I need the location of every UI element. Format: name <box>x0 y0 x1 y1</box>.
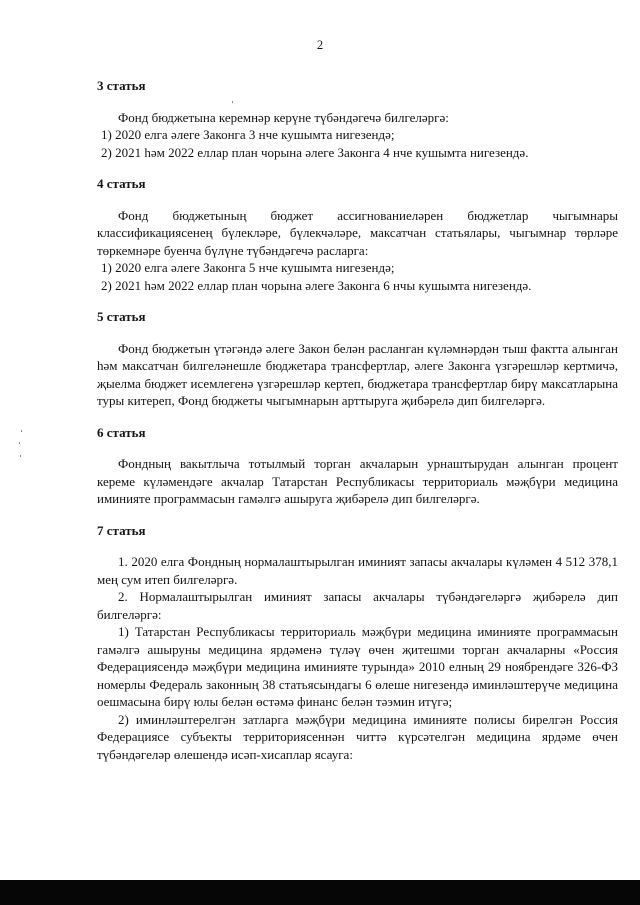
article-section <box>97 424 618 508</box>
scan-speck <box>232 101 233 103</box>
list-item: 1) 2020 елга әлеге Законга 3 нче кушымта нигезендә; <box>101 127 395 142</box>
document-body <box>97 77 618 763</box>
article-section <box>97 522 618 764</box>
article-heading: 3 статья <box>97 78 146 93</box>
article-heading: 4 статья <box>97 176 146 191</box>
section-gap <box>97 294 618 308</box>
list-item: 1) 2020 елга әлеге Законга 5 нче кушымта нигезендә; <box>101 260 395 275</box>
article-section <box>97 175 618 294</box>
paragraph: Фондның вакытлыча тотылмый торган акчаларын урнаштырудан алынган процент кереме күләмендәге акчалар Татарстан Республикасы территориаль мәҗбүри медицина иминияте программасын гамәлгә ашыруга җибәрелә дип билгеләргә. <box>97 456 618 506</box>
list-item: 2) 2021 һәм 2022 еллар план чорына әлеге Законга 6 нчы кушымта нигезендә. <box>101 277 532 293</box>
paragraph: Фонд бюджетын үтәгәндә әлеге Закон белән расланган күләмнәрдән тыш фактта алынган һәм максатчан билгеләнешле бюджетара трансфертлар, әлеге Законга үзгәрешләр кертмичә, җыелма бюджет исемлегенә үзгәрешләр кертеп, бюджетара трансфертлар бирү максатларына туры китереп, Фонд бюджеты чыгымнарын арттыруга җибәрелә дип билгеләргә. <box>97 340 618 408</box>
scan-speck <box>19 442 20 444</box>
paragraph: 2. Нормалаштырылган иминият запасы акчалары түбәндәгеләргә җибәрелә дип билгеләргә: <box>97 589 618 622</box>
paragraph: 1) Татарстан Республикасы территориаль мәҗбүри медицина иминияте программасын гамәлгә ашыруны медицина ярдәменә түләү өчен җитешми торган акчаларны «Россия Федерациясендә мәҗбүри медицина иминияте турында» 2010 елның 29 ноябрендәге 326-ФЗ номерлы Федераль законның 38 статьясындагы 6 өлеше нигезендә иминләштерүче медицина оешмасына бирү юлы белән өстәмә финанс белән тәэмин итүгә; <box>97 624 618 709</box>
page-number: 2 <box>316 38 324 52</box>
paragraph: Фонд бюджетының бюджет ассигнованиеләрен бюджетлар чыгымнары классификациясенең бүлекләре, бүлекчәләре, максатчан статьялары, чыгымнар төрләре төркемнәре буенча бүлүне түбәндәгечә расларга: <box>97 207 618 258</box>
paragraph: 1. 2020 елга Фондның нормалаштырылган иминият запасы акчалары күләмен 4 512 378,1 мең сум итеп билгеләргә. <box>97 554 618 587</box>
scan-speck <box>21 430 22 432</box>
section-gap <box>97 508 618 522</box>
scan-edge-bar <box>0 880 640 905</box>
list-item: 2) 2021 һәм 2022 еллар план чорына әлеге Законга 4 нче кушымта нигезендә. <box>101 144 529 160</box>
paragraph: Фонд бюджетына керемнәр керүне түбәндәгечә билгеләргә: <box>118 109 449 125</box>
scan-speck <box>20 455 21 457</box>
section-gap <box>97 161 618 175</box>
article-section <box>97 77 618 161</box>
article-heading: 7 статья <box>97 522 146 538</box>
article-heading: 5 статья <box>97 309 146 324</box>
paragraph: 2) иминләштерелгән затларга мәҗбүри медицина иминияте полисы бирелгән Россия Федерациясе субъекты территориясеннән читтә күрсәтелгән медицина ярдәме өчен түбәндәгеләр өлешендә исәп-хисаплар ясауга: <box>97 711 618 762</box>
article-section <box>97 308 618 410</box>
article-heading: 6 статья <box>97 424 146 440</box>
section-gap <box>97 410 618 424</box>
